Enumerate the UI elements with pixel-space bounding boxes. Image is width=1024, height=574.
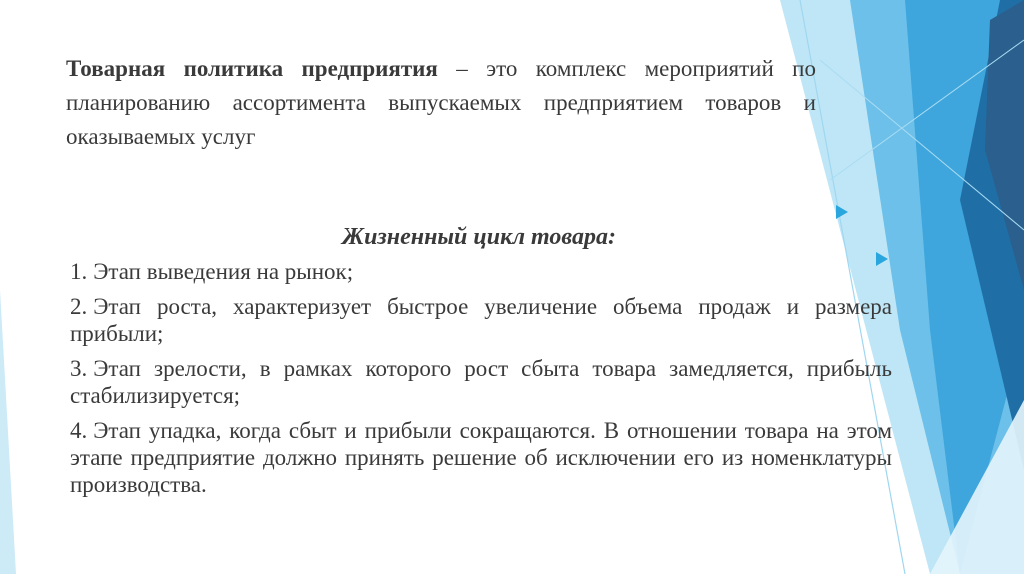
definition-paragraph [66,52,816,154]
stage-item-1 [70,258,892,285]
stage-number: 4. [70,418,88,443]
stage-number: 1. [70,259,88,284]
stage-text: Этап зрелости, в рамках которого рост сбыта товара замедляется, прибыль стабилизируется; [70,356,892,408]
stage-text: Этап роста, характеризует быстрое увеличение объема продаж и размера прибыли; [70,294,892,346]
stage-text: Этап упадка, когда сбыт и прибыли сокращаются. В отношении товара на этом этапе предприятие должно принять решение об исключении его из номенклатуры производства. [70,418,892,497]
stage-number: 2. [70,294,88,319]
stage-item-2 [70,293,892,347]
section-title: Жизненный цикл товара: [342,224,616,250]
definition-term: Товарная политика предприятия [66,56,438,81]
stage-item-3 [70,355,892,409]
stage-number: 3. [70,356,88,381]
lifecycle-stages-list [70,258,892,506]
stage-item-4 [70,417,892,498]
left-edge-shape [0,290,16,574]
definition-text: – это комплекс мероприятий по планированию ассортимента выпускаемых предприятием товаров и оказываемых услуг [66,56,816,149]
stage-text: Этап выведения на рынок; [93,259,354,284]
